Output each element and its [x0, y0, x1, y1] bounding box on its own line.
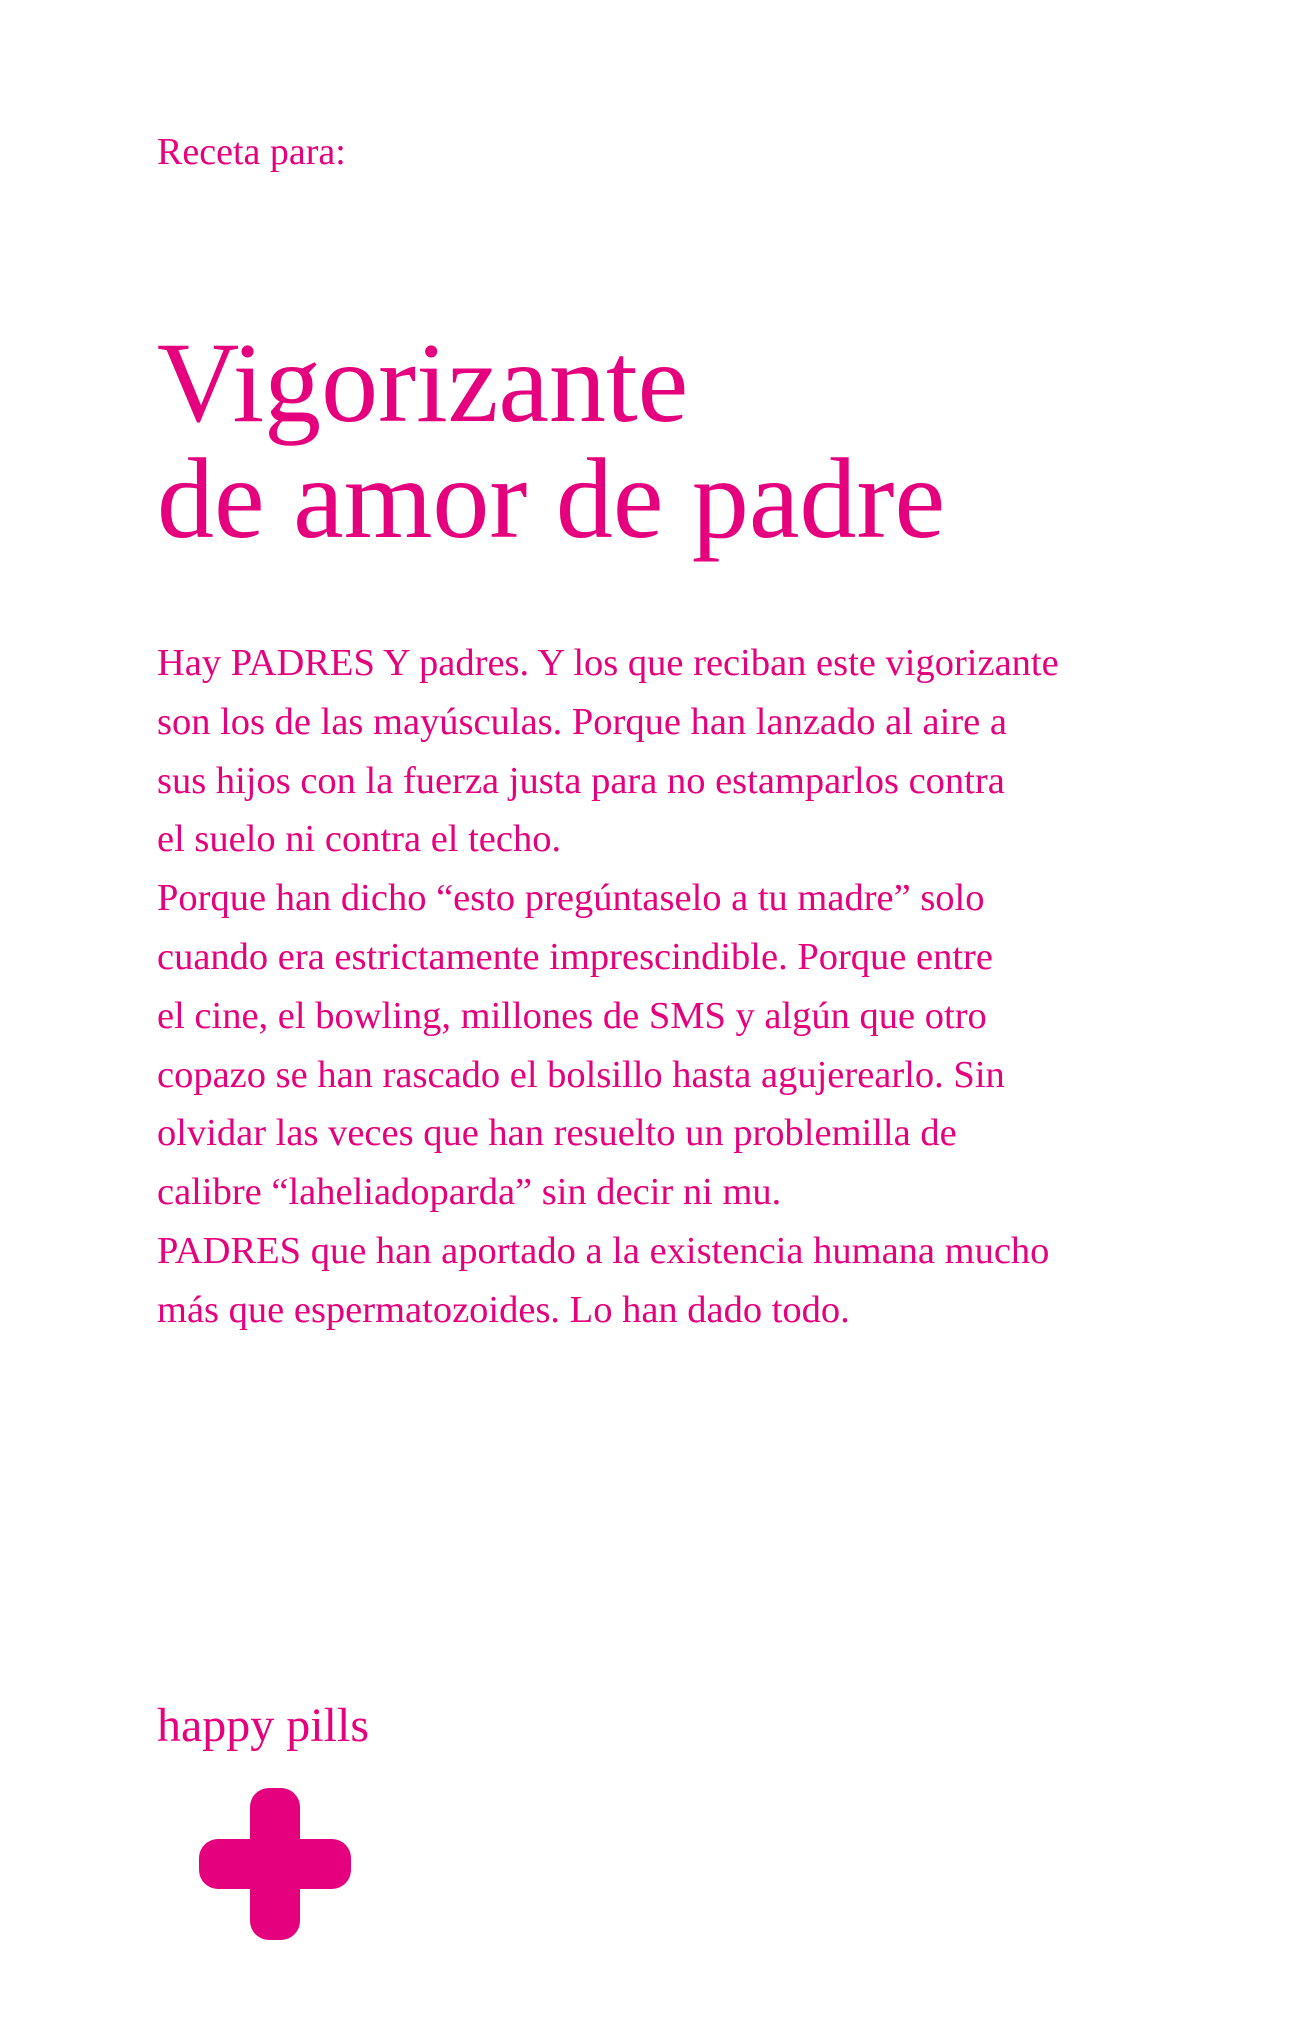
body-line: copazo se han rascado el bolsillo hasta agujerearlo. Sin	[157, 1053, 1005, 1096]
body-line: calibre “laheliadoparda” sin decir ni mu.	[157, 1171, 782, 1214]
body-line: el cine, el bowling, millones de SMS y algún que otro	[157, 994, 987, 1037]
body-line: PADRES que han aportado a la existencia humana mucho	[157, 1229, 1050, 1272]
body-line: más que espermatozoides. Lo han dado todo.	[157, 1288, 850, 1331]
title-line-2: de amor de padre	[157, 435, 946, 562]
brand-name: happy pills	[157, 1699, 369, 1752]
title-line-1: Vigorizante	[157, 319, 689, 446]
recipe-label: Receta para:	[157, 131, 346, 173]
body-text	[157, 634, 1217, 1340]
plus-cross-icon	[199, 1788, 351, 1940]
page-title	[157, 319, 946, 562]
body-line: el suelo ni contra el techo.	[157, 818, 562, 861]
body-line: cuando era estrictamente imprescindible. Porque entre	[157, 935, 993, 978]
plus-cross-shape	[199, 1788, 351, 1940]
body-line: sus hijos con la fuerza justa para no estamparlos contra	[157, 759, 1005, 802]
body-line: son los de las mayúsculas. Porque han lanzado al aire a	[157, 700, 1007, 743]
body-line: Porque han dicho “esto pregúntaselo a tu madre” solo	[157, 877, 985, 920]
body-line: olvidar las veces que han resuelto un problemilla de	[157, 1112, 957, 1155]
body-line: Hay PADRES Y padres. Y los que reciban este vigorizante	[157, 642, 1059, 684]
